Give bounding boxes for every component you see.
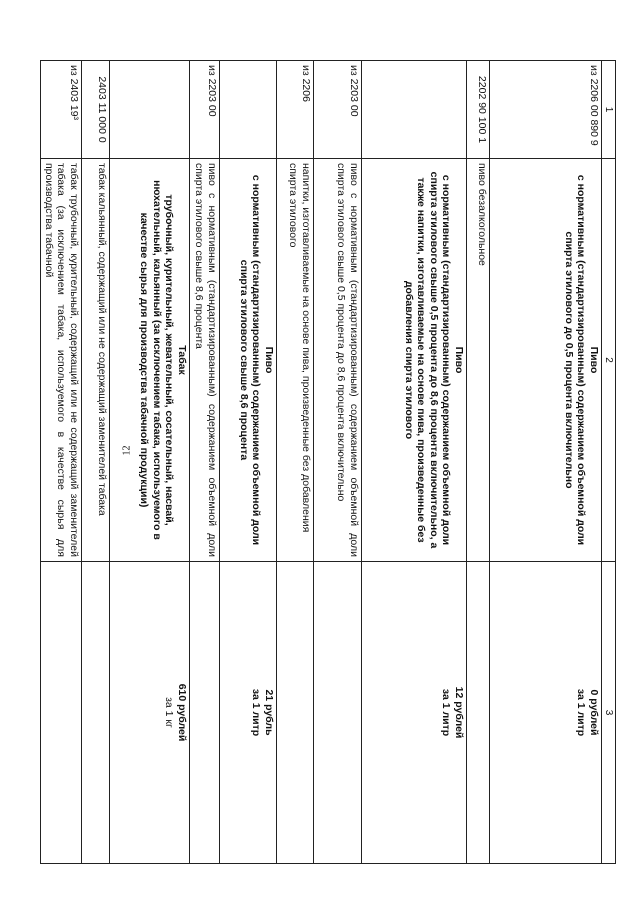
tax-rate	[41, 562, 82, 864]
goods-description: табак трубочный, курительный, содержащий или не содержащий заменителей табака (за исключением табака, используемого в качестве сырья для производства табачной	[41, 159, 82, 562]
goods-description	[362, 159, 467, 562]
rate-value: 12 рублей	[453, 686, 465, 739]
table-row	[277, 61, 314, 864]
goods-description: пиво с нормативным (стандартизированным) содержанием объемной доли спирта этилового свыше 0,5 процента до 8,6 процента включительно	[314, 159, 362, 562]
table-row	[190, 61, 220, 864]
excise-rate-table	[41, 60, 617, 864]
rate-unit: за 1 кг	[163, 697, 176, 728]
tax-rate	[314, 562, 362, 864]
rate-value: 610 рублей	[176, 683, 188, 742]
goods-title: Пиво	[263, 346, 275, 374]
tn-ved-code: 2403 11 000 0	[82, 61, 110, 159]
tax-rate	[110, 562, 190, 864]
goods-description: пиво безалкогольное	[467, 159, 490, 562]
table-row	[41, 61, 82, 864]
header-col-1: 1	[602, 61, 616, 159]
table-row	[314, 61, 362, 864]
table-row	[467, 61, 490, 864]
table-row	[110, 61, 190, 864]
tax-rate	[190, 562, 220, 864]
rate-unit: за 1 литр	[440, 688, 453, 737]
tn-ved-code	[362, 61, 467, 159]
tax-rate	[467, 562, 490, 864]
tax-rate	[82, 562, 110, 864]
header-col-3: 3	[602, 562, 616, 864]
column-numbers-row	[602, 61, 616, 864]
tax-rate	[362, 562, 467, 864]
page-number: 12	[121, 445, 133, 456]
tn-ved-code: из 2203 00	[314, 61, 362, 159]
goods-description	[110, 159, 190, 562]
tn-ved-code: из 2206 00 890 9	[490, 61, 602, 159]
rotated-page	[43, 60, 616, 863]
goods-description: табак кальянный, содержащий или не содержащий заменителей табака	[82, 159, 110, 562]
goods-subtitle: с нормативным (стандартизированным) содержанием объемной доли спирта этилового до 0,5 процента включительно	[563, 174, 588, 546]
tn-ved-code: из 2403 19³	[41, 61, 82, 159]
rate-unit: за 1 литр	[575, 688, 588, 737]
table-row	[362, 61, 467, 864]
goods-title: Табак	[176, 345, 188, 375]
goods-title: Пиво	[453, 346, 465, 374]
tax-rate	[220, 562, 277, 864]
goods-description	[220, 159, 277, 562]
table-row	[220, 61, 277, 864]
rate-value: 21 рубль	[263, 689, 275, 736]
goods-title: Пиво	[588, 346, 600, 374]
goods-description: пиво с нормативным (стандартизированным) содержанием объемной доли спирта этилового свыше 8,6 процента	[190, 159, 220, 562]
tn-ved-code	[220, 61, 277, 159]
goods-description: напитки, изготавливаемые на основе пива, произведенные без добавления спирта этилового	[277, 159, 314, 562]
table-row	[82, 61, 110, 864]
tn-ved-code: из 2203 00	[190, 61, 220, 159]
tax-rate	[490, 562, 602, 864]
tn-ved-code: из 2206	[277, 61, 314, 159]
tax-rate	[277, 562, 314, 864]
rate-unit: за 1 литр	[250, 688, 263, 737]
header-col-2: 2	[602, 159, 616, 562]
goods-subtitle: с нормативным (стандартизированным) содержанием объемной доли спирта этилового свыше 0,5 процента до 8,6 процента включительно, а также напитки, изготавливаемые на основе пива, произведенные без добавления спирта этилового	[403, 171, 453, 549]
goods-subtitle: с нормативным (стандартизированным) содержанием объемной доли спирта этилового свыше 8,6 процента	[238, 174, 263, 546]
table-row	[490, 61, 602, 864]
tn-ved-code: 2202 90 100 1	[467, 61, 490, 159]
rate-value: 0 рублей	[588, 689, 600, 736]
tn-ved-code	[110, 61, 190, 159]
goods-description	[490, 159, 602, 562]
goods-subtitle: трубочный, курительный, жевательный, сосательный, насвай, нюхательный, кальянный (за исключением табака, используемого в качестве сырья для производства табачной продукции)	[138, 180, 176, 540]
